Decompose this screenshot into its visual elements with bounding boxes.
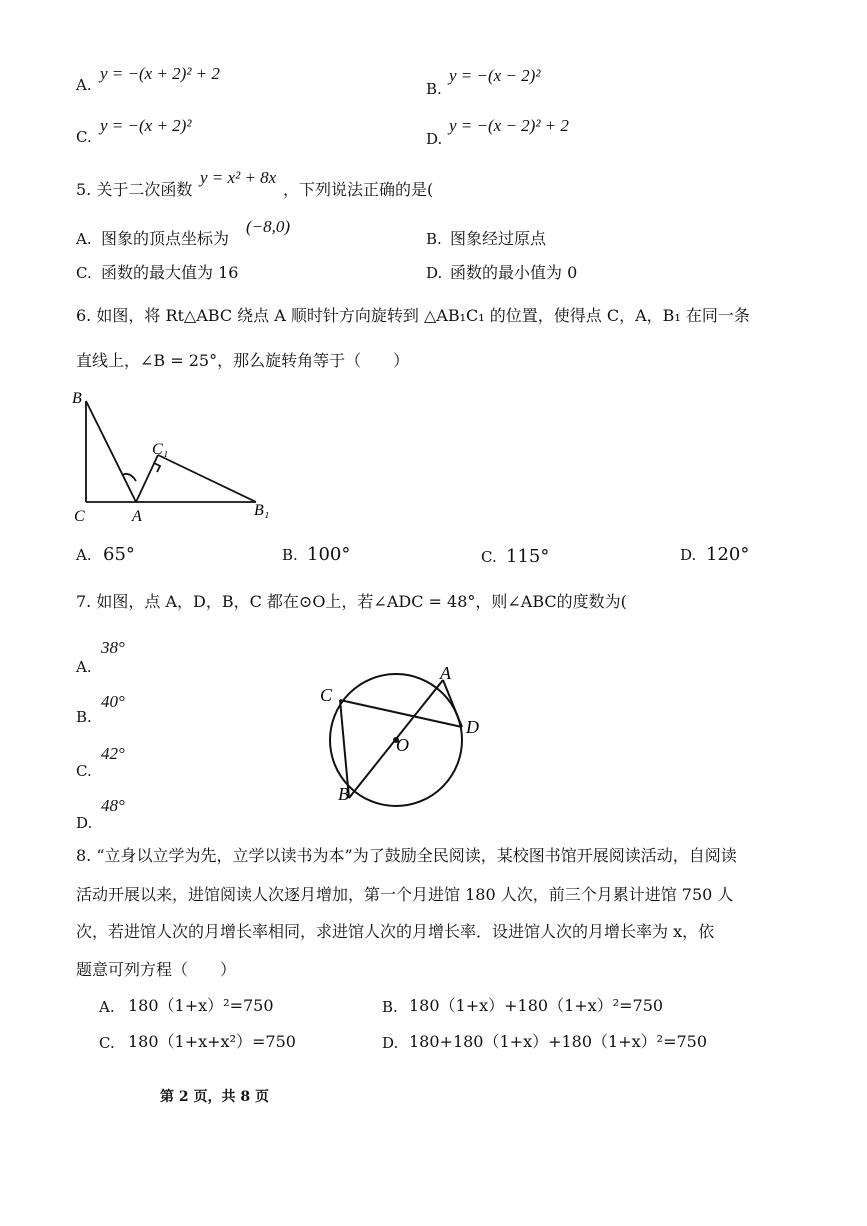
q4-option-b-formula: y = −(x − 2)² bbox=[449, 66, 541, 85]
q5-option-c-letter: C. bbox=[76, 264, 92, 282]
q4-option-b-letter: B. bbox=[426, 80, 442, 98]
q5-stem-prefix: 5. 关于二次函数 bbox=[76, 180, 193, 199]
q5-option-a-formula: (−8,0) bbox=[246, 217, 291, 236]
q4-option-c-letter: C. bbox=[76, 128, 92, 146]
q8-option-d-equation: 180+180（1+x）+180（1+x）²=750 bbox=[409, 1032, 708, 1051]
q6-option-a-value: 65° bbox=[103, 544, 135, 565]
q6-side-ac1 bbox=[136, 455, 158, 502]
q7-option-c-letter: C. bbox=[76, 762, 92, 780]
q5-option-a-letter: A. bbox=[76, 230, 92, 248]
q7-option-d-value: 48° bbox=[101, 796, 125, 815]
q8-option-a-equation: 180（1+x）²=750 bbox=[128, 996, 274, 1015]
q6-stem-line2: 直线上，∠B = 25°，那么旋转角等于（ ） bbox=[76, 351, 410, 370]
q7-option-c-value: 42° bbox=[101, 744, 125, 763]
q7-label-o: O bbox=[396, 735, 409, 755]
q8-option-b-equation: 180（1+x）+180（1+x）²=750 bbox=[409, 996, 664, 1015]
q7-option-b-letter: B. bbox=[76, 708, 92, 726]
q6-option-b-value: 100° bbox=[307, 544, 351, 565]
q6-label-b: B bbox=[72, 390, 82, 407]
q8-stem-line1: 8. “立身以立学为先，立学以读书为本”为了鼓励全民阅读，某校图书馆开展阅读活动，自阅读 bbox=[76, 846, 737, 865]
q6-option-c-value: 115° bbox=[506, 546, 550, 567]
q6-label-b1: B₁ bbox=[254, 502, 270, 519]
q8-option-c-equation: 180（1+x+x²）=750 bbox=[128, 1032, 296, 1051]
q6-triangle-figure bbox=[70, 385, 280, 530]
q6-right-angle-mark bbox=[154, 463, 160, 472]
q7-chord-cd bbox=[340, 700, 462, 727]
q5-stem-formula: y = x² + 8x bbox=[200, 168, 277, 187]
q6-label-c: C bbox=[74, 508, 85, 525]
q4-option-c-formula: y = −(x + 2)² bbox=[100, 116, 192, 135]
q7-circle-figure bbox=[308, 655, 498, 815]
q7-option-a-letter: A. bbox=[76, 658, 92, 676]
q6-option-c-letter: C. bbox=[481, 548, 497, 566]
q5-option-d-text: 函数的最小值为 0 bbox=[450, 263, 578, 282]
q6-label-a: A bbox=[132, 508, 142, 525]
q7-option-a-value: 38° bbox=[101, 638, 125, 657]
q8-stem-line3: 次，若进馆人次的月增长率相同，求进馆人次的月增长率．设进馆人次的月增长率为 x，依 bbox=[76, 922, 715, 941]
q5-option-c-text: 函数的最大值为 16 bbox=[101, 263, 239, 282]
q5-option-b-letter: B. bbox=[426, 230, 442, 248]
q6-stem-line1: 6. 如图，将 Rt△ABC 绕点 A 顺时针方向旋转到 △AB₁C₁ 的位置，使得点 C，A，B₁ 在同一条 bbox=[76, 306, 750, 325]
q7-chord-ad bbox=[443, 680, 462, 727]
page-number-footer: 第 2 页，共 8 页 bbox=[160, 1089, 269, 1105]
q6-option-b-letter: B. bbox=[282, 546, 298, 564]
q8-option-a-letter: A. bbox=[99, 998, 115, 1016]
q5-option-b-text: 图象经过原点 bbox=[450, 229, 547, 248]
q6-label-c1: C₁ bbox=[152, 441, 169, 458]
q6-side-c1b1 bbox=[158, 455, 256, 502]
q5-option-a-text: 图象的顶点坐标为 bbox=[101, 229, 230, 248]
q8-option-d-letter: D. bbox=[382, 1034, 399, 1052]
q7-label-c: C bbox=[320, 685, 333, 705]
q6-option-d-letter: D. bbox=[680, 546, 697, 564]
q7-option-b-value: 40° bbox=[101, 692, 125, 711]
q7-label-b: B bbox=[338, 784, 349, 804]
q7-label-d: D bbox=[466, 717, 479, 737]
q5-stem-suffix: ，下列说法正确的是( bbox=[283, 180, 434, 199]
q4-option-a-formula: y = −(x + 2)² + 2 bbox=[100, 64, 220, 83]
q6-option-a-letter: A. bbox=[76, 546, 92, 564]
q5-option-d-letter: D. bbox=[426, 264, 443, 282]
q8-stem-line4: 题意可列方程（ ） bbox=[76, 960, 237, 979]
q6-option-d-value: 120° bbox=[706, 544, 750, 565]
q7-label-a: A bbox=[440, 663, 451, 683]
q7-option-d-letter: D. bbox=[76, 814, 93, 832]
q8-stem-line2: 活动开展以来，进馆阅读人次逐月增加，第一个月进馆 180 人次，前三个月累计进馆 750 人 bbox=[76, 885, 734, 904]
q4-option-d-formula: y = −(x − 2)² + 2 bbox=[449, 116, 569, 135]
q4-option-d-letter: D. bbox=[426, 130, 443, 148]
q6-side-ab bbox=[86, 401, 136, 502]
q4-option-a-letter: A. bbox=[76, 76, 92, 94]
q7-stem: 7. 如图，点 A，D，B，C 都在⊙O上，若∠ADC = 48°，则∠ABC的度数为( bbox=[76, 592, 627, 611]
q8-option-c-letter: C. bbox=[99, 1034, 115, 1052]
q8-option-b-letter: B. bbox=[382, 998, 398, 1016]
